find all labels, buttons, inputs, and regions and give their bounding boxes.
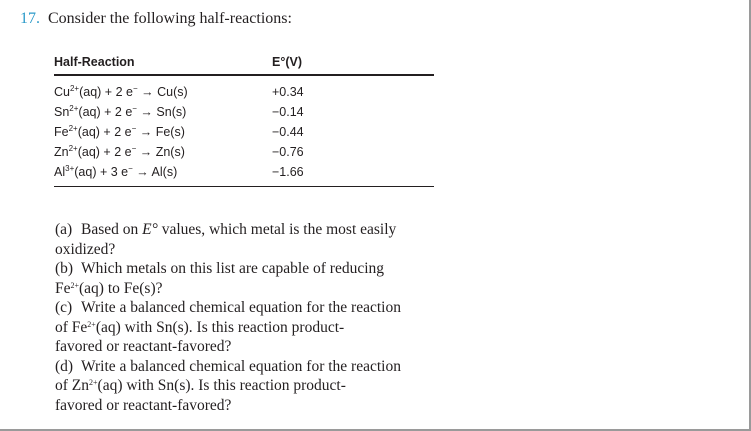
reaction-middle: (aq) + 2 e xyxy=(77,125,132,139)
header-half-reaction: Half-Reaction xyxy=(54,55,272,75)
question-text: (aq) with Sn(s). Is this reaction product- xyxy=(95,318,345,336)
potential-cell: −1.66 xyxy=(272,165,304,179)
question-label: (a) xyxy=(55,221,73,238)
question-label: (c) xyxy=(55,299,73,316)
electron-charge: − xyxy=(132,84,138,93)
half-reaction-cell xyxy=(54,122,272,142)
half-reaction-cell xyxy=(54,102,272,122)
question-c xyxy=(55,298,475,357)
reaction-middle: (aq) + 2 e xyxy=(79,85,133,99)
question-list xyxy=(55,220,475,415)
ion-charge: 2+ xyxy=(68,144,78,153)
header-potential: E°(V) xyxy=(272,55,434,75)
reaction-product: → Al(s) xyxy=(132,165,178,179)
potential-cell: −0.44 xyxy=(272,125,304,139)
electron-charge: − xyxy=(131,144,137,153)
ion-charge: 2+ xyxy=(68,124,78,133)
ion-charge: 2+ xyxy=(69,104,79,113)
question-a xyxy=(55,220,475,259)
ion: Fe xyxy=(55,279,71,297)
question-label: (d) xyxy=(55,357,74,375)
potential-cell: −0.14 xyxy=(272,105,304,119)
ion-charge: 3+ xyxy=(65,164,75,173)
table-row xyxy=(54,162,434,182)
ion: Al xyxy=(54,165,66,179)
question-text: Write a balanced chemical equation for the reaction xyxy=(81,357,401,375)
potential-cell: −0.76 xyxy=(272,145,304,159)
problem-prompt: Consider the following half-reactions: xyxy=(48,10,292,27)
ion-charge: 2+ xyxy=(89,378,98,387)
electron-charge: − xyxy=(131,124,137,133)
half-reaction-cell xyxy=(54,142,272,162)
standard-potential-symbol: E° xyxy=(142,221,158,238)
electron-charge: − xyxy=(132,104,137,113)
question-text: Which metals on this list are capable of reducing xyxy=(81,260,385,277)
reaction-product: → Zn(s) xyxy=(136,145,185,159)
question-b xyxy=(55,259,475,298)
question-text: of Fe xyxy=(55,318,88,336)
reaction-middle: (aq) + 2 e xyxy=(77,145,132,159)
question-text-line xyxy=(55,279,475,299)
half-reaction-table xyxy=(54,55,434,182)
reaction-middle: (aq) + 3 e xyxy=(74,165,129,179)
question-label: (b) xyxy=(55,260,74,277)
reaction-product: → Fe(s) xyxy=(136,125,185,139)
reaction-middle: (aq) + 2 e xyxy=(78,105,133,119)
question-text: favored or reactant-favored? xyxy=(55,396,232,414)
ion-charge: 2+ xyxy=(87,319,96,329)
table-row xyxy=(54,122,434,142)
ion: Fe xyxy=(54,125,69,139)
question-d xyxy=(55,357,475,416)
reaction-product: → Sn(s) xyxy=(136,105,187,119)
question-text-line xyxy=(55,376,475,396)
question-text: of Zn xyxy=(55,377,90,394)
question-text: (aq) to Fe(s)? xyxy=(79,279,163,297)
ion-charge: 2+ xyxy=(69,84,80,93)
question-text: favored or reactant-favored? xyxy=(55,338,232,355)
reaction-product: → Cu(s) xyxy=(137,85,188,99)
table-row xyxy=(54,142,434,162)
half-reaction-cell xyxy=(54,75,272,102)
table-header-row xyxy=(54,55,434,75)
ion: Cu xyxy=(54,85,70,99)
ion: Zn xyxy=(54,145,69,159)
ion-charge: 2+ xyxy=(70,280,80,290)
table-row xyxy=(54,75,434,102)
half-reaction-table-container xyxy=(54,55,434,187)
ion: Sn xyxy=(54,105,70,119)
electron-charge: − xyxy=(128,164,133,173)
potential-cell: +0.34 xyxy=(272,85,304,99)
half-reaction-cell xyxy=(54,162,272,182)
question-text: Write a balanced chemical equation for the reaction xyxy=(81,299,401,316)
question-text: oxidized? xyxy=(55,240,116,258)
question-text: Based on xyxy=(81,221,143,238)
question-text-line xyxy=(55,318,475,338)
question-text: (aq) with Sn(s). Is this reaction product- xyxy=(97,377,346,394)
table-row xyxy=(54,102,434,122)
question-text: values, which metal is the most easily xyxy=(157,221,397,238)
problem-header xyxy=(20,10,292,28)
problem-number: 17. xyxy=(20,10,40,27)
table-bottom-rule xyxy=(54,186,434,187)
